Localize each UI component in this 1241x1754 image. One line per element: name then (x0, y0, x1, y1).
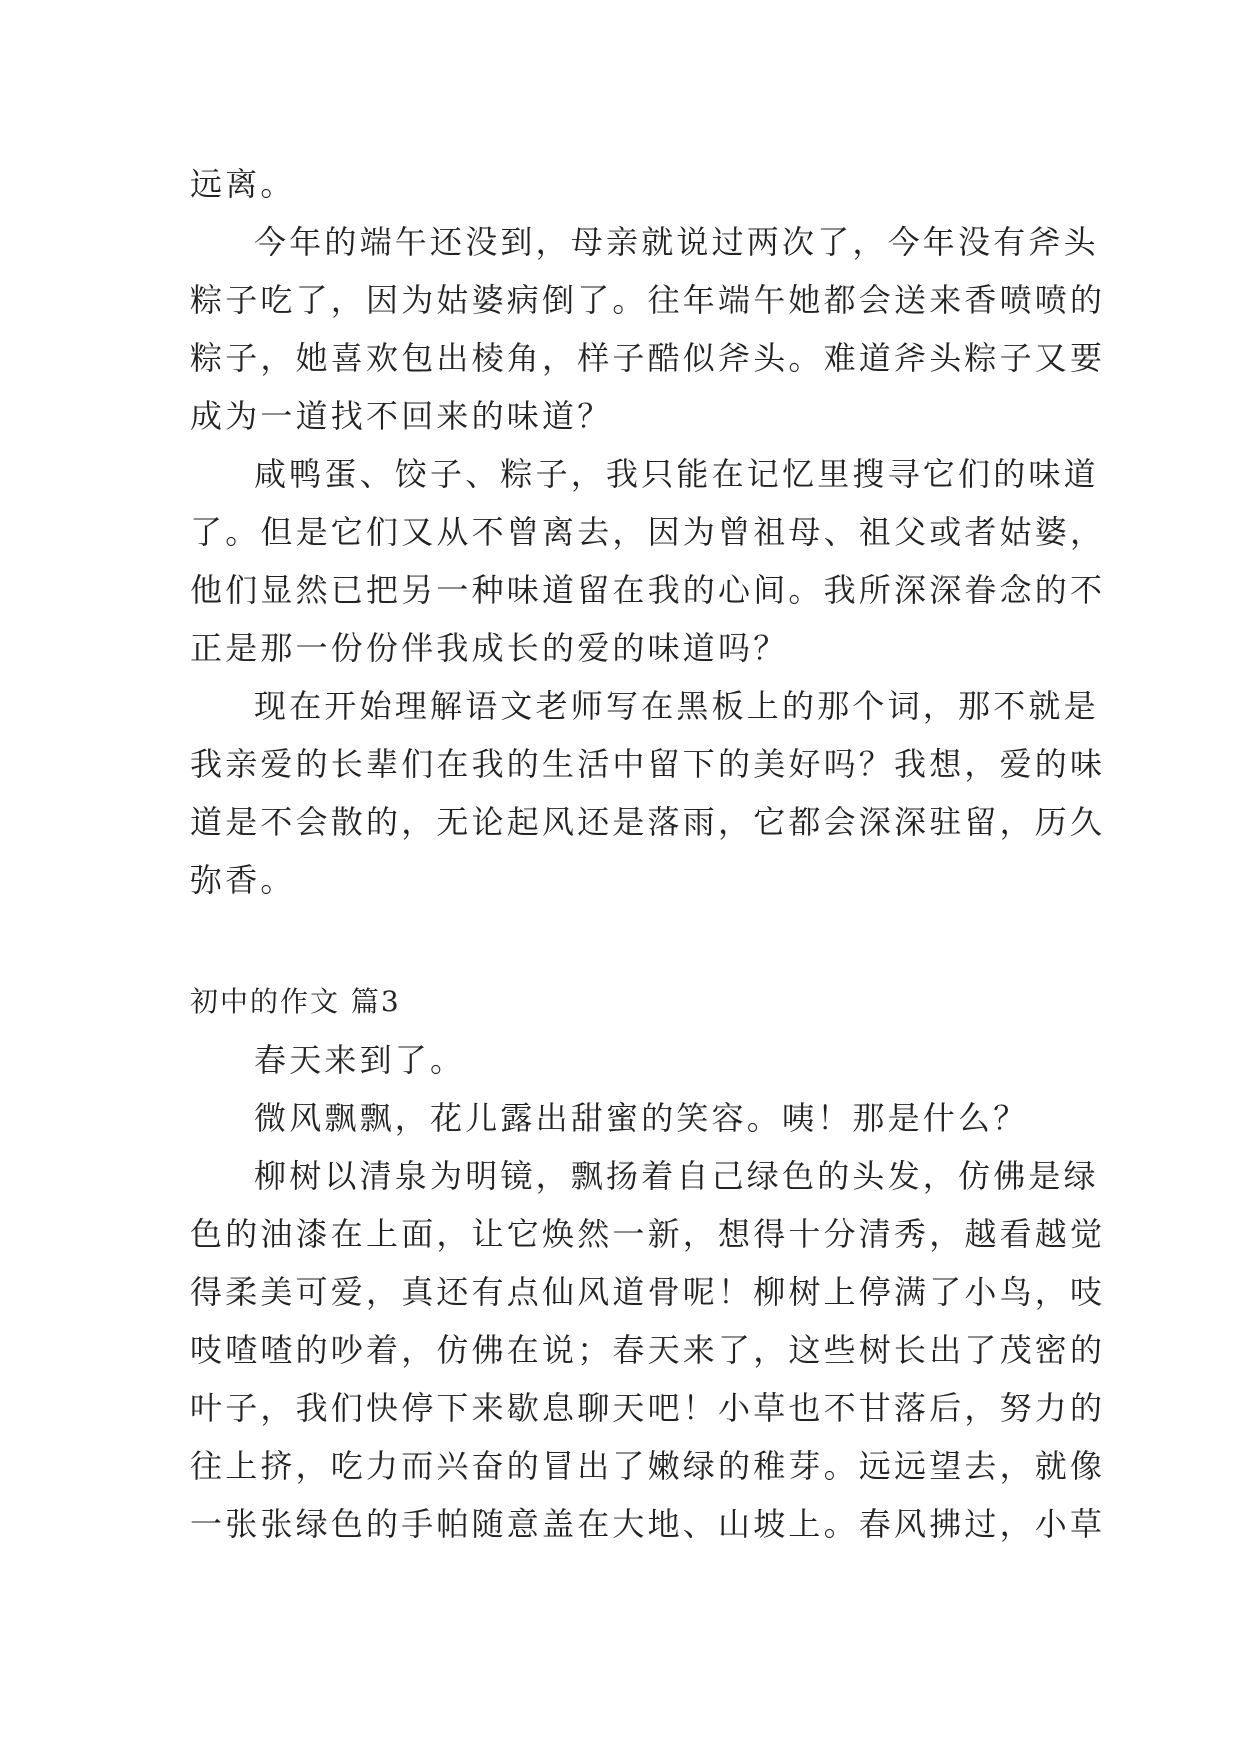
text-line: 我亲爱的长辈们在我的生活中留下的美好吗？我想，爱的味 (190, 745, 1106, 783)
text-line: 道是不会散的，无论起风还是落雨，它都会深深驻留，历久 (190, 803, 1106, 841)
paragraph-start-line: 今年的端午还没到，母亲就说过两次了，今年没有斧头 (254, 223, 1099, 261)
text-line: 往上挤，吃力而兴奋的冒出了嫩绿的稚芽。远远望去，就像 (190, 1447, 1106, 1485)
text-line: 叶子，我们快停下来歇息聊天吧！小草也不甘落后，努力的 (190, 1389, 1106, 1427)
text-line: 远离。 (190, 165, 296, 203)
text-line: 一张张绿色的手帕随意盖在大地、山坡上。春风拂过，小草 (190, 1505, 1106, 1543)
text-line: 成为一道找不回来的味道？ (190, 397, 613, 435)
paragraph-start-line: 春天来到了。 (254, 1041, 466, 1079)
paragraph-start-line: 微风飘飘，花儿露出甜蜜的笑容。咦！那是什么？ (254, 1099, 1029, 1137)
paragraph-start-line: 咸鸭蛋、饺子、粽子，我只能在记忆里搜寻它们的味道 (254, 455, 1099, 493)
text-line: 粽子吃了，因为姑婆病倒了。往年端午她都会送来香喷喷的 (190, 281, 1106, 319)
paragraph-start-line: 现在开始理解语文老师写在黑板上的那个词，那不就是 (254, 687, 1099, 725)
text-line: 他们显然已把另一种味道留在我的心间。我所深深眷念的不 (190, 571, 1106, 609)
paragraph-start-line: 柳树以清泉为明镜，飘扬着自己绿色的头发，仿佛是绿 (254, 1157, 1099, 1195)
text-line: 弥香。 (190, 861, 296, 899)
text-line: 正是那一份份伴我成长的爱的味道吗？ (190, 629, 789, 667)
text-line: 得柔美可爱，真还有点仙风道骨呢！柳树上停满了小鸟，吱 (190, 1273, 1106, 1311)
document-page (190, 0, 1106, 1754)
text-line: 了。但是它们又从不曾离去，因为曾祖母、祖父或者姑婆， (190, 513, 1106, 551)
section-title: 初中的作文 篇3 (190, 985, 401, 1018)
text-line: 粽子，她喜欢包出棱角，样子酷似斧头。难道斧头粽子又要 (190, 339, 1106, 377)
text-line: 吱喳喳的吵着，仿佛在说；春天来了，这些树长出了茂密的 (190, 1331, 1106, 1369)
text-line: 色的油漆在上面，让它焕然一新，想得十分清秀，越看越觉 (190, 1215, 1106, 1253)
